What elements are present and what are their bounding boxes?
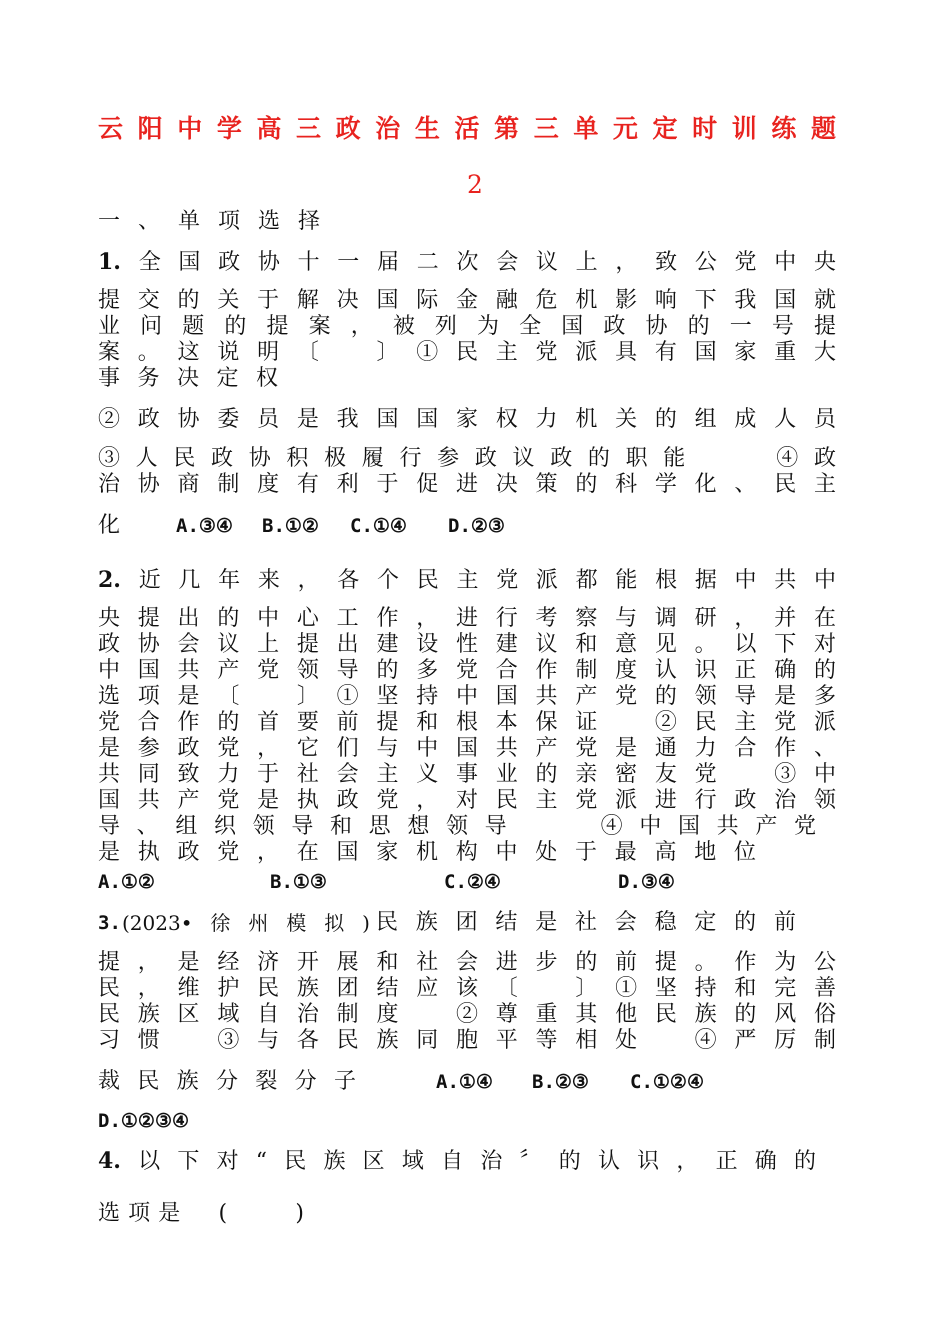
question-line: 业问题的提案，被列为全国政协的一号提: [98, 314, 836, 339]
document-title: 云阳中学高三政治生活第三单元定时训练题: [98, 114, 838, 143]
answer-option-c: C.①②④: [630, 1071, 704, 1093]
answer-option-b: B.①②: [262, 515, 319, 537]
question-line: 习惯 ③与各民族同胞平等相处 ④严厉制: [98, 1028, 836, 1053]
question-line: [98, 1148, 816, 1175]
question-line: 央提出的中心工作，进行考察与调研，并在: [98, 606, 836, 631]
question-line: ③人民政协积极履行参政议政的职能 ④政: [98, 446, 836, 471]
question-line: 事务决定权: [98, 366, 278, 391]
question-text: 全国政协十一届二次会议上，致公党中央: [120, 250, 836, 275]
answer-option-b: B.②③: [532, 1071, 589, 1093]
question-line: 共同致力于社会主义事业的亲密友党 ③中: [98, 762, 836, 787]
question-line: 提，是经济开展和社会进步的前提。作为公: [98, 950, 836, 975]
question-number: 4.: [98, 1148, 121, 1174]
question-line: [98, 249, 836, 276]
question-line: 选项是〔 〕①坚持中国共产党的领导是多: [98, 684, 836, 709]
answer-option-d: D.③④: [618, 871, 675, 893]
answer-option-b: B.①③: [270, 871, 327, 893]
question-source: (2023•徐州模拟): [122, 911, 370, 935]
question-line: 化: [98, 513, 121, 538]
question-number: 1.: [98, 249, 121, 275]
question-line: 政协会议上提出建设性建议和意见。以下对: [98, 632, 836, 657]
question-line: 选项是 ( ): [98, 1201, 304, 1226]
answer-option-a: A.①④: [436, 1071, 493, 1093]
answer-option-d: D.②③: [448, 515, 505, 537]
question-line: 裁民族分裂分子: [98, 1069, 356, 1094]
section-heading: 一、单项选择: [98, 209, 320, 234]
question-line: 是执政党，在国家机构中处于最高地位: [98, 840, 756, 865]
document-title-number: 2: [467, 170, 483, 199]
question-line: ②政协委员是我国国家权力机关的组成人员: [98, 407, 836, 432]
answer-option-a: A.③④: [176, 515, 233, 537]
answer-option-c: C.①④: [350, 515, 407, 537]
answer-option-d: D.①②③④: [98, 1110, 190, 1132]
question-text: 以下对“民族区域自治〞的认识，正确的: [120, 1149, 816, 1174]
question-line: 是参政党，它们与中国共产党是通力合作、: [98, 736, 836, 761]
answer-option-c: C.②④: [444, 871, 501, 893]
question-line: [98, 567, 836, 594]
answer-option-a: A.①②: [98, 871, 155, 893]
question-line: 案。这说明〔 〕①民主党派具有国家重大: [98, 340, 836, 365]
question-line: 民族团结是社会稳定的前: [376, 910, 796, 935]
question-line: 民，维护民族团结应该〔 〕①坚持和完善: [98, 976, 836, 1001]
question-line: 党合作的首要前提和根本保证 ②民主党派: [98, 710, 836, 735]
question-line: 国共产党是执政党，对民主党派进行政治领: [98, 788, 836, 813]
question-text: 近几年来，各个民主党派都能根据中共中: [120, 568, 836, 593]
question-line: 提交的关于解决国际金融危机影响下我国就: [98, 288, 836, 313]
question-line: 民族区域自治制度 ②尊重其他民族的风俗: [98, 1002, 836, 1027]
question-line: 治协商制度有利于促进决策的科学化、民主: [98, 472, 836, 497]
question-number: 3.: [98, 912, 121, 934]
question-line: 中国共产党领导的多党合作制度认识正确的: [98, 658, 836, 683]
question-number: 2.: [98, 567, 121, 593]
question-line: 导、组织领导和思想领导 ④中国共产党: [98, 814, 816, 839]
